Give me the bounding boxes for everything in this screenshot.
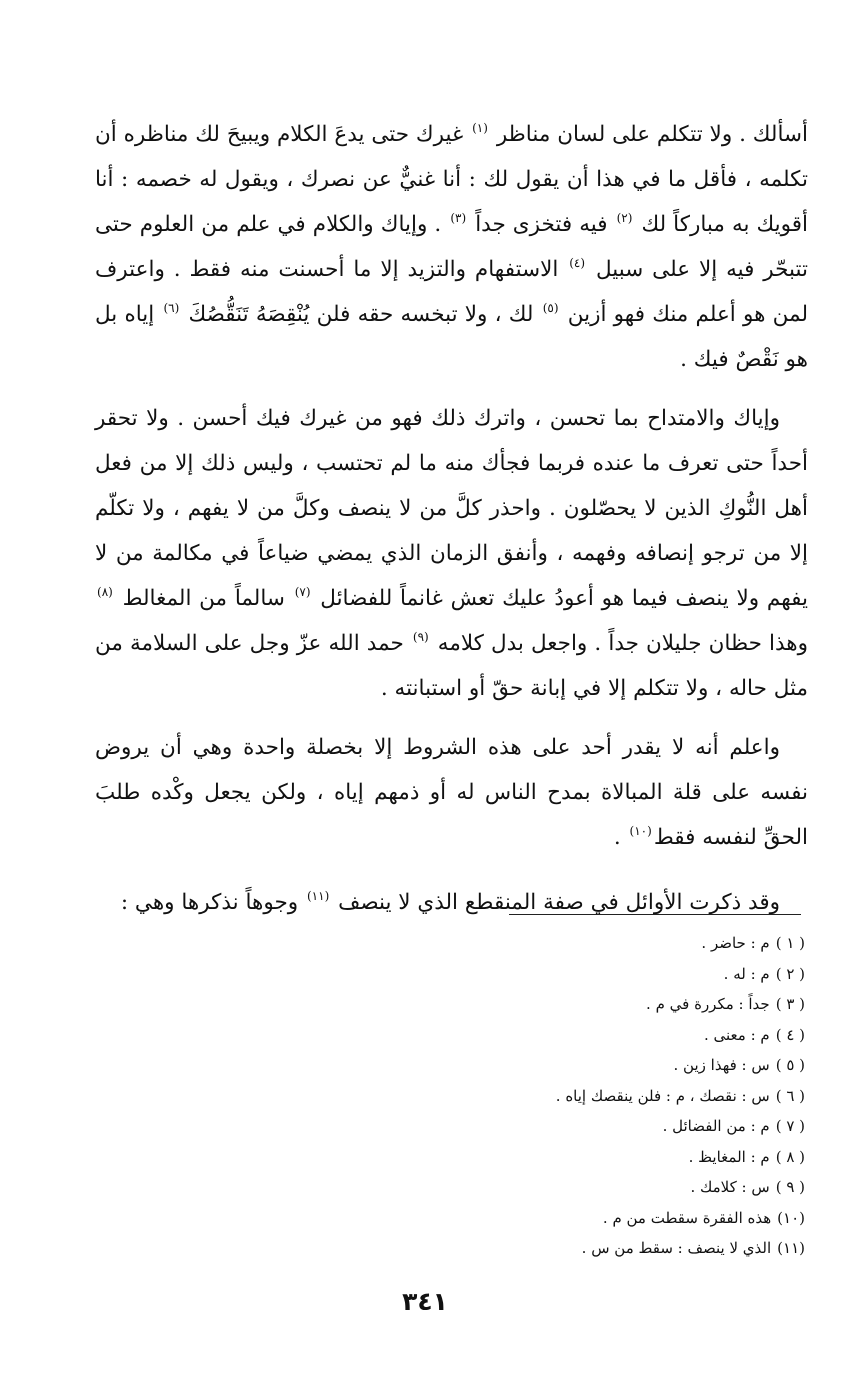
- footnote-text: الذي لا ينصف : سقط من س .: [581, 1239, 772, 1257]
- footnote-number: ( ٦ ): [775, 1086, 805, 1105]
- text-run: وإياك والامتداح بما تحسن ، واترك ذلك فهو من غيرك فيك أحسن . ولا تحقر أحداً حتى تعرف ما عنده فربما فجأك منه ما لم تحتسب ، وليس ذلك إلا من فعل أهل النُّوكِ الذين لا يحصّلون . واحذر كلَّ من لا ينصف وكلَّ من لا يفهم ، ولا تكلّم إلا من ترجو إنصافه وفهمه ، وأنفق الزمان الذي يمضي ضياعاً في مكالمة من لا يفهم ولا ينصف فيما هو أعودُ عليك تعش غانماً للفضائل: [95, 406, 809, 611]
- footnote-item: [305, 1081, 805, 1112]
- text-run: سالماً من المغالط: [114, 586, 293, 611]
- footnote-item: [305, 989, 805, 1020]
- footnote-text: م : معنى .: [703, 1025, 770, 1044]
- footnote-item: [305, 1020, 805, 1051]
- text-run: وقد ذكرت الأوائل في صفة المنقطع الذي لا ينصف: [331, 890, 780, 915]
- footnote-text: م : حاضر .: [701, 934, 770, 952]
- footnote-text: س : كلامك .: [690, 1178, 770, 1196]
- paragraph-3: [95, 725, 808, 860]
- paragraph-4: [95, 880, 808, 925]
- paragraph-1: [95, 112, 808, 382]
- main-text: [95, 112, 808, 925]
- footnote-marker: (٥): [542, 301, 559, 315]
- footnote-text: م : من الفضائل .: [662, 1117, 770, 1135]
- footnote-item: [305, 1203, 805, 1234]
- footnote-marker: (٩): [412, 630, 429, 644]
- footnote-item: [305, 1233, 805, 1264]
- footnote-marker: (٤): [569, 256, 586, 270]
- footnote-number: ( ٢ ): [775, 964, 805, 983]
- text-run: .: [613, 825, 628, 850]
- footnote-number: ( ٨ ): [775, 1147, 805, 1166]
- text-run: وجوهاً نذكرها وهي :: [120, 890, 305, 915]
- text-run: الاستفهام والتزيد إلا ما أحسنت منه فقط . واعترف لمن هو أعلم منك فهو أزين: [95, 257, 808, 327]
- text-run: أسألك . ولا تتكلم على لسان مناظر: [489, 122, 808, 147]
- footnote-number: (١١): [777, 1239, 805, 1257]
- text-run: حمد الله عزّ وجل على السلامة من مثل حاله ، ولا تتكلم إلا في إبانة حقّ أو استبانته .: [95, 631, 808, 701]
- text-run: فيه فتخزى جداً: [468, 212, 615, 237]
- footnote-item: [305, 928, 805, 959]
- paragraph-2: [95, 396, 808, 711]
- footnote-item: [305, 1050, 805, 1081]
- text-run: . وإياك والكلام في علم من العلوم حتى تتبحّر فيه إلا على سبيل: [95, 212, 808, 282]
- text-run: غيرك حتى يدعَ الكلام ويبيحَ لك مناظره أن تكلمه ، فأقل ما في هذا أن يقول لك : أنا غنيٌّ عن نصرك ، ويقول له خصمه : أنا أقويك به مباركاً لك: [95, 122, 808, 237]
- footnote-marker: (١): [472, 121, 488, 135]
- footnote-item: [305, 959, 805, 990]
- footnote-number: ( ٩ ): [775, 1178, 805, 1196]
- footnote-text: س : نقصك ، م : فلن ينقصك إياه .: [555, 1086, 770, 1105]
- footnote-number: ( ٧ ): [775, 1117, 805, 1135]
- footnote-item: [305, 1172, 805, 1203]
- text-run: واعلم أنه لا يقدر أحد على هذه الشروط إلا بخصلة واحدة وهي أن يروض نفسه على قلة المبالاة بمدح الناس له أو ذمهم إياه ، ولكن يجعل وكْده طلبَ الحقِّ لنفسه فقط: [95, 735, 808, 850]
- footnote-number: ( ١ ): [775, 934, 805, 952]
- footnote-number: ( ٣ ): [775, 995, 805, 1013]
- footnote-marker: (٢): [616, 211, 633, 225]
- footnote-marker: (٣): [450, 211, 467, 225]
- footnote-number: (١٠): [777, 1208, 805, 1227]
- footnote-text: جداً : مكررة في م .: [646, 995, 770, 1013]
- footnote-item: [305, 1142, 805, 1173]
- footnote-text: م : له .: [723, 964, 770, 983]
- text-run: إياه بل هو نَقْصٌ فيك .: [95, 302, 808, 372]
- footnote-text: س : فهذا زين .: [673, 1056, 770, 1074]
- footnote-divider: [509, 914, 801, 915]
- footnote-item: [305, 1111, 805, 1142]
- footnote-marker: (٨): [97, 585, 113, 599]
- footnote-number: ( ٤ ): [775, 1025, 805, 1044]
- footnote-text: هذه الفقرة سقطت من م .: [602, 1208, 772, 1227]
- footnotes-list: [305, 928, 805, 1264]
- page-number: ٣٤١: [402, 1287, 448, 1316]
- footnote-text: م : المغايظ .: [688, 1147, 770, 1166]
- text-run: وهذا حظان جليلان جداً . واجعل بدل كلامه: [430, 631, 808, 656]
- footnote-marker: (٧): [294, 585, 311, 599]
- footnote-number: ( ٥ ): [775, 1056, 805, 1074]
- text-run: لك ، ولا تبخسه حقه فلن يُنْقِصَهُ تَنَقُّصُكَ: [181, 302, 541, 327]
- footnote-marker: (١٠): [629, 824, 652, 838]
- footnote-marker: (٦): [163, 301, 180, 315]
- footnote-marker: (١١): [306, 889, 330, 903]
